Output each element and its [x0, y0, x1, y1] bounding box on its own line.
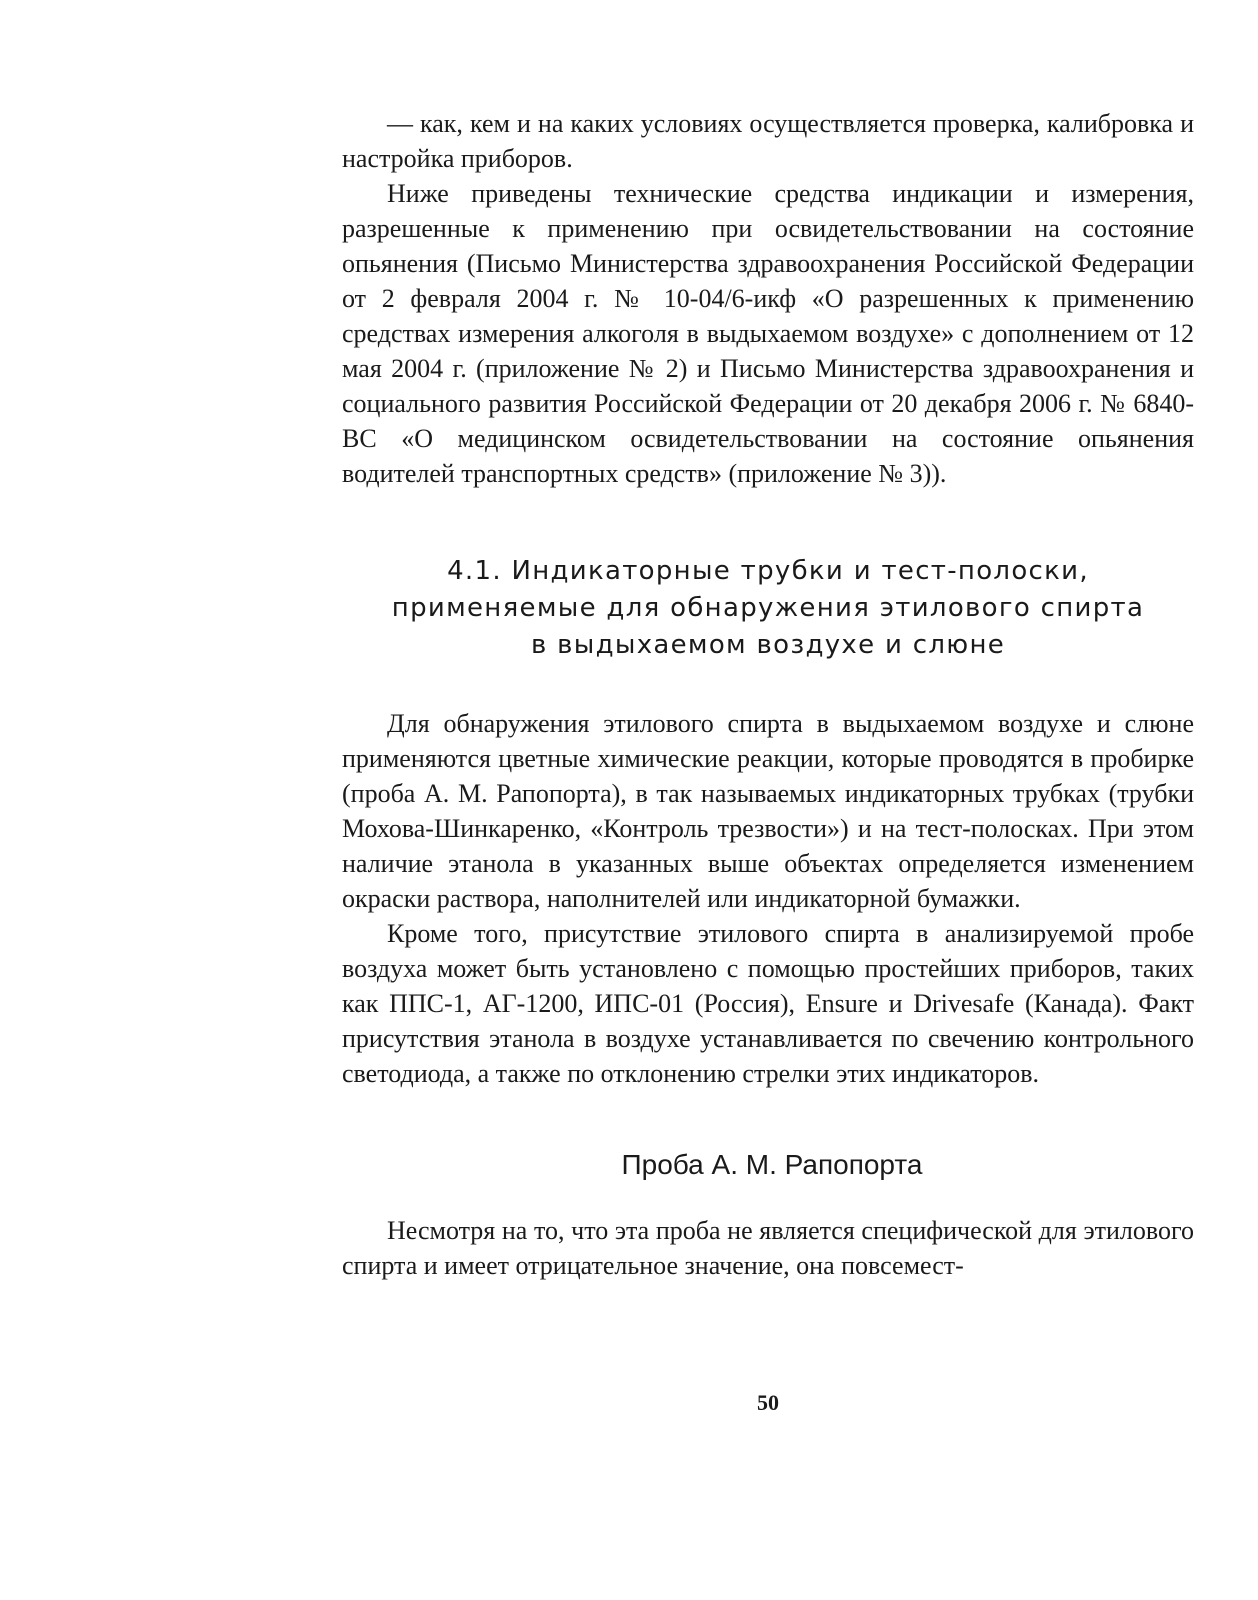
section-heading-line-3: в выдыхаемом воздухе и слюне — [530, 630, 1006, 660]
paragraph-approved-devices: Ниже приведены технические средства индикации и измерения, разрешенные к применению при освидетельствовании на состояние опьянения (Письмо Министерства здравоохранения Российской Федерации от 2 февраля 2004 г. № 10-04/6-икф «О разрешенных к применению средствах измерения алкоголя в выдыхаемом воздухе» с дополнением от 12 мая 2004 г. (приложение № 2) и Письмо Министерства здравоохранения и социального развития Российской Федерации от 20 декабря 2006 г. № 6840-ВС «О медицинском освидетельствовании на состояние опьянения водителей транспортных средств» (приложение № 3)). — [342, 179, 1194, 488]
section-heading — [342, 553, 1194, 664]
page-body — [342, 106, 1194, 1283]
page-number: 50 — [757, 1390, 779, 1415]
subheading-rapoport-test: Проба А. М. Рапопорта — [621, 1149, 923, 1180]
paragraph-color-reactions: Для обнаружения этилового спирта в выдыхаемом воздухе и слюне применяются цветные химические реакции, которые проводятся в пробирке (проба А. М. Рапопорта), в так называемых индикаторных трубках (трубки Мохова-Шинкаренко, «Контроль трезвости») и на тест-полосках. При этом наличие этанола в указанных выше объектах определяется изменением окраски раствора, наполнителей или индикаторной бумажки. — [342, 709, 1194, 913]
paragraph-simple-devices: Кроме того, присутствие этилового спирта в анализируемой пробе воздуха может быть установлено с помощью простейших приборов, таких как ППС-1, АГ-1200, ИПС-01 (Россия), Ensure и Drivesafe (Канада). Факт присутствия этанола в воздухе устанавливается по свечению контрольного светодиода, а также по отклонению стрелки этих индикаторов. — [342, 919, 1194, 1088]
section-heading-line-1: 4.1. Индикаторные трубки и тест-полоски, — [447, 556, 1089, 586]
paragraph-calibration: — как, кем и на каких условиях осуществляется проверка, калибровка и настройка приборов. — [342, 109, 1194, 173]
section-heading-line-2: применяемые для обнаружения этилового спирта — [391, 593, 1145, 623]
paragraph-rapoport-intro: Несмотря на то, что эта проба не является специфической для этилового спирта и имеет отрицательное значение, она повсемест- — [342, 1216, 1194, 1280]
